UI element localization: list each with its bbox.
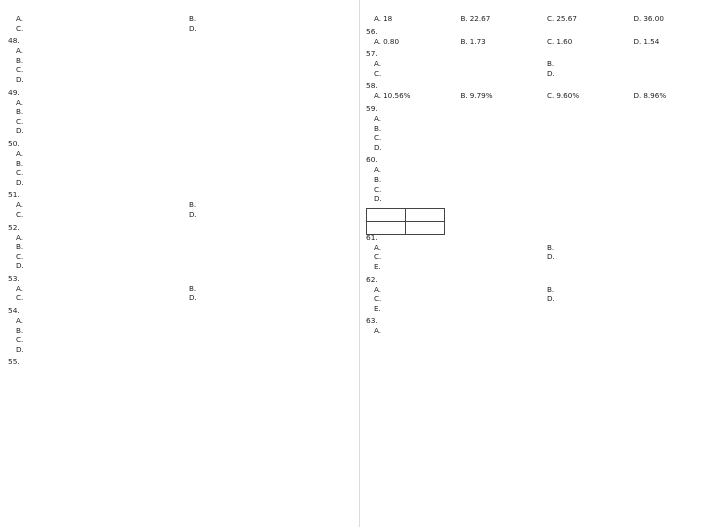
answer-option xyxy=(8,335,354,345)
option-letter: B. xyxy=(547,242,555,252)
section-header xyxy=(445,208,712,230)
option-letter: C. xyxy=(16,168,24,178)
option-list xyxy=(8,233,354,271)
question-stem xyxy=(8,274,354,284)
answer-option xyxy=(366,59,539,69)
option-letter: C. xyxy=(374,133,382,143)
option-list xyxy=(366,59,712,78)
option-letter: D. xyxy=(16,74,24,84)
option-letter: B. xyxy=(16,55,24,65)
answer-option xyxy=(626,37,713,47)
question xyxy=(8,36,354,84)
option-list xyxy=(8,46,354,84)
option-text xyxy=(556,59,712,69)
question xyxy=(8,4,354,33)
score-head-left xyxy=(367,208,406,221)
option-text xyxy=(556,243,712,253)
answer-option xyxy=(366,69,539,79)
question-number: 53. xyxy=(8,273,20,283)
option-text: 9.79% xyxy=(469,91,493,101)
question xyxy=(366,233,712,272)
question-text xyxy=(23,190,354,200)
option-text: 22.67 xyxy=(469,14,491,23)
option-text: 1.73 xyxy=(469,36,486,46)
option-letter: D. xyxy=(374,142,382,152)
answer-option xyxy=(539,69,712,79)
answer-option xyxy=(8,261,354,271)
question-stem xyxy=(8,190,354,200)
option-text: 0.80 xyxy=(383,36,400,46)
option-text xyxy=(199,293,354,303)
answer-option xyxy=(8,98,354,108)
option-list xyxy=(366,243,712,272)
right-questions-bottom xyxy=(366,233,712,336)
question-number: 52. xyxy=(8,222,20,232)
answer-option xyxy=(8,345,354,355)
question-stem xyxy=(366,49,712,59)
answer-option xyxy=(626,14,713,24)
question xyxy=(8,190,354,219)
option-text xyxy=(199,210,354,220)
option-text xyxy=(383,262,539,272)
option-letter: D. xyxy=(633,91,642,101)
option-text: 1.54 xyxy=(643,36,660,46)
question-number: 60. xyxy=(366,155,378,165)
right-questions-top xyxy=(366,4,712,204)
option-text xyxy=(199,24,354,34)
option-letter: C. xyxy=(16,209,24,219)
option-text xyxy=(26,178,354,188)
option-list xyxy=(366,165,712,203)
question-text xyxy=(381,155,712,165)
option-letter: D. xyxy=(16,261,24,271)
answer-option xyxy=(453,37,540,47)
question-number: 58. xyxy=(366,81,378,91)
option-text xyxy=(383,185,712,195)
question-number: 51. xyxy=(8,190,20,200)
option-text xyxy=(384,194,712,204)
option-text xyxy=(383,165,712,175)
option-text: 36.00 xyxy=(643,14,664,23)
question-number: 56. xyxy=(366,26,378,36)
option-letter: D. xyxy=(547,68,555,78)
option-text xyxy=(198,14,354,24)
answer-option xyxy=(8,284,181,294)
option-letter: D. xyxy=(189,23,197,33)
answer-option xyxy=(181,24,354,34)
question xyxy=(366,104,712,152)
answer-option xyxy=(8,46,354,56)
answer-option xyxy=(366,37,453,47)
option-letter: B. xyxy=(189,283,197,293)
question-text xyxy=(23,223,354,233)
answer-option xyxy=(453,14,540,24)
answer-option xyxy=(539,294,712,304)
answer-option xyxy=(8,107,354,117)
question-stem xyxy=(8,223,354,233)
answer-option xyxy=(366,133,712,143)
question-stem xyxy=(8,4,354,14)
question-text xyxy=(23,88,354,98)
option-letter: B. xyxy=(189,14,197,23)
question-text xyxy=(381,233,712,243)
option-letter: A. xyxy=(16,200,24,210)
option-list xyxy=(366,326,712,336)
option-letter: C. xyxy=(547,36,555,46)
question-stem xyxy=(366,27,712,37)
option-letter: A. xyxy=(16,283,24,293)
answer-option xyxy=(8,65,354,75)
option-letter: A. xyxy=(16,97,24,107)
option-letter: D. xyxy=(189,209,197,219)
question-stem xyxy=(8,306,354,316)
question-number: 55. xyxy=(8,357,20,367)
option-letter: D. xyxy=(547,294,555,304)
option-text xyxy=(557,69,712,79)
score-head-right xyxy=(406,208,445,221)
right-column xyxy=(366,4,712,523)
option-letter: A. xyxy=(374,113,382,123)
option-text: 8.96% xyxy=(643,91,667,101)
option-letter: C. xyxy=(547,91,555,101)
option-letter: D. xyxy=(374,194,382,204)
option-letter: C. xyxy=(16,335,24,345)
answer-option xyxy=(366,165,712,175)
answer-option xyxy=(8,75,354,85)
option-text xyxy=(25,168,354,178)
question-stem xyxy=(366,316,712,326)
option-letter: B. xyxy=(547,284,555,294)
question-text xyxy=(369,4,712,14)
option-list xyxy=(8,149,354,187)
option-text xyxy=(25,107,354,117)
option-text xyxy=(198,284,354,294)
answer-option xyxy=(539,37,626,47)
question-text xyxy=(381,49,712,59)
option-text xyxy=(25,284,181,294)
option-text xyxy=(25,46,354,56)
option-text xyxy=(25,293,181,303)
option-text: 18 xyxy=(383,14,393,23)
option-letter: C. xyxy=(374,294,382,304)
question xyxy=(8,88,354,136)
option-text xyxy=(25,233,354,243)
option-text xyxy=(383,124,712,134)
option-text xyxy=(25,56,354,66)
answer-option xyxy=(8,117,354,127)
option-letter: B. xyxy=(16,158,24,168)
question-stem xyxy=(366,155,712,165)
option-letter: C. xyxy=(547,14,555,23)
option-letter: D. xyxy=(547,252,555,262)
option-text xyxy=(25,14,181,24)
question-text xyxy=(23,357,354,367)
answer-option xyxy=(366,114,712,124)
question-stem xyxy=(8,36,354,46)
option-letter: B. xyxy=(374,123,382,133)
option-letter: C. xyxy=(374,68,382,78)
option-letter: B. xyxy=(16,242,24,252)
answer-option xyxy=(8,316,354,326)
answer-option xyxy=(8,178,354,188)
option-letter: A. xyxy=(374,59,382,69)
option-text xyxy=(26,261,354,271)
option-text xyxy=(557,252,712,262)
question-stem xyxy=(366,104,712,114)
option-letter: B. xyxy=(189,200,197,210)
question xyxy=(366,81,712,101)
answer-option xyxy=(8,168,354,178)
answer-option xyxy=(181,200,354,210)
answer-option xyxy=(8,24,181,34)
question-number: 61. xyxy=(366,232,378,242)
question xyxy=(366,155,712,203)
question-number: 50. xyxy=(8,138,20,148)
option-letter: C. xyxy=(16,65,24,75)
question xyxy=(366,27,712,47)
question-number: 59. xyxy=(366,103,378,113)
question-number: 48. xyxy=(8,36,20,46)
score-box xyxy=(366,208,445,235)
answer-option xyxy=(8,126,354,136)
answer-option xyxy=(539,59,712,69)
option-letter: C. xyxy=(16,293,24,303)
answer-option xyxy=(366,262,539,272)
option-letter: A. xyxy=(374,14,382,23)
option-letter: A. xyxy=(374,165,382,175)
question-text xyxy=(381,316,712,326)
option-text xyxy=(383,133,712,143)
answer-option xyxy=(366,294,539,304)
option-text xyxy=(383,59,539,69)
option-text xyxy=(25,98,354,108)
answer-option xyxy=(366,185,712,195)
question-stem xyxy=(8,88,354,98)
question-text xyxy=(23,139,354,149)
option-list xyxy=(8,284,354,303)
question xyxy=(366,275,712,314)
option-text xyxy=(25,252,354,262)
option-text xyxy=(557,294,712,304)
option-text xyxy=(25,326,354,336)
option-letter: C. xyxy=(374,252,382,262)
option-letter: C. xyxy=(374,184,382,194)
question xyxy=(366,49,712,78)
answer-option xyxy=(181,14,354,24)
answer-option xyxy=(8,159,354,169)
option-text: 9.60% xyxy=(556,91,580,101)
question-text xyxy=(381,104,712,114)
answer-option xyxy=(626,91,713,101)
option-text xyxy=(384,143,712,153)
answer-option xyxy=(8,210,181,220)
option-text xyxy=(25,200,181,210)
answer-option xyxy=(8,252,354,262)
option-text xyxy=(383,175,712,185)
option-text xyxy=(25,316,354,326)
question xyxy=(8,357,354,367)
option-text xyxy=(383,304,539,314)
option-letter: A. xyxy=(374,326,382,336)
option-letter: C. xyxy=(16,23,24,33)
option-text: 1.60 xyxy=(556,36,573,46)
option-text xyxy=(26,345,354,355)
answer-option xyxy=(8,149,354,159)
option-list xyxy=(8,316,354,354)
option-letter: D. xyxy=(16,126,24,136)
option-list xyxy=(8,14,354,33)
option-text xyxy=(26,75,354,85)
answer-option xyxy=(453,91,540,101)
answer-option xyxy=(181,293,354,303)
option-letter: A. xyxy=(374,242,382,252)
question xyxy=(8,139,354,187)
answer-option xyxy=(181,284,354,294)
question-text xyxy=(381,81,712,91)
question xyxy=(8,306,354,354)
answer-option xyxy=(366,143,712,153)
option-text xyxy=(383,243,539,253)
option-text: 10.56% xyxy=(383,91,411,101)
question-text xyxy=(381,27,712,37)
option-list xyxy=(366,37,712,47)
answer-option xyxy=(366,326,712,336)
option-letter: A. xyxy=(16,14,24,23)
answer-option xyxy=(181,210,354,220)
answer-option xyxy=(8,293,181,303)
answer-option xyxy=(539,14,626,24)
option-letter: A. xyxy=(16,148,24,158)
option-text xyxy=(556,285,712,295)
question-number: 57. xyxy=(366,49,378,59)
answer-option xyxy=(539,285,712,295)
answer-option xyxy=(366,14,453,24)
question-stem xyxy=(366,4,712,14)
answer-option xyxy=(366,304,539,314)
question-text xyxy=(23,274,354,284)
scoring-row xyxy=(366,208,712,230)
option-letter: A. xyxy=(374,91,382,101)
answer-option xyxy=(366,285,539,295)
option-letter: A. xyxy=(16,316,24,326)
option-text xyxy=(25,159,354,169)
answer-option xyxy=(8,14,181,24)
option-text xyxy=(383,326,712,336)
option-text: 25.67 xyxy=(556,14,577,23)
option-text xyxy=(25,24,181,34)
answer-option xyxy=(366,124,712,134)
option-letter: B. xyxy=(460,91,468,101)
option-list xyxy=(366,14,712,24)
question-text xyxy=(23,306,354,316)
column-divider xyxy=(359,0,360,527)
question-number: 54. xyxy=(8,306,20,316)
option-list xyxy=(366,285,712,314)
option-letter: B. xyxy=(16,325,24,335)
option-letter: E. xyxy=(374,303,381,313)
question-stem xyxy=(366,81,712,91)
option-text xyxy=(383,252,539,262)
option-letter: D. xyxy=(633,36,642,46)
option-letter: B. xyxy=(374,174,382,184)
answer-option xyxy=(8,56,354,66)
option-letter: C. xyxy=(16,251,24,261)
answer-option xyxy=(8,242,354,252)
answer-option xyxy=(539,91,626,101)
answer-option xyxy=(539,243,712,253)
option-letter: A. xyxy=(374,284,382,294)
option-text xyxy=(198,200,354,210)
option-letter: B. xyxy=(460,14,468,23)
answer-option xyxy=(366,252,539,262)
question-number: 63. xyxy=(366,316,378,326)
question xyxy=(366,316,712,336)
option-text xyxy=(25,242,354,252)
option-text xyxy=(25,65,354,75)
option-text xyxy=(26,126,354,136)
option-list xyxy=(8,98,354,136)
answer-option xyxy=(366,175,712,185)
option-text xyxy=(383,285,539,295)
option-text xyxy=(25,335,354,345)
option-list xyxy=(8,200,354,219)
option-text xyxy=(383,114,712,124)
question-text xyxy=(23,36,354,46)
answer-option xyxy=(8,233,354,243)
question-text xyxy=(381,275,712,285)
option-list xyxy=(366,91,712,101)
option-letter: A. xyxy=(374,36,382,46)
question-stem xyxy=(8,357,354,367)
question-stem xyxy=(366,275,712,285)
option-text xyxy=(25,149,354,159)
option-list xyxy=(366,114,712,152)
option-letter: A. xyxy=(16,232,24,242)
option-letter: C. xyxy=(16,116,24,126)
option-letter: A. xyxy=(16,46,24,56)
question xyxy=(366,4,712,24)
option-letter: D. xyxy=(189,293,197,303)
option-letter: E. xyxy=(374,261,381,271)
left-column xyxy=(8,4,354,523)
option-letter: B. xyxy=(460,36,468,46)
answer-option xyxy=(366,194,712,204)
answer-option xyxy=(366,243,539,253)
option-text xyxy=(383,294,539,304)
option-letter: D. xyxy=(16,177,24,187)
answer-option xyxy=(539,252,712,262)
option-letter: B. xyxy=(16,107,24,117)
option-letter: B. xyxy=(547,59,555,69)
answer-option xyxy=(8,326,354,336)
answer-option xyxy=(366,91,453,101)
option-text xyxy=(383,69,539,79)
question-text xyxy=(11,4,354,14)
question-number: 62. xyxy=(366,274,378,284)
question xyxy=(8,223,354,271)
option-text xyxy=(25,117,354,127)
option-letter: D. xyxy=(16,344,24,354)
question-stem xyxy=(366,233,712,243)
answer-option xyxy=(8,200,181,210)
question-number: 49. xyxy=(8,87,20,97)
question xyxy=(8,274,354,303)
option-letter: D. xyxy=(633,14,642,23)
option-text xyxy=(25,210,181,220)
question-stem xyxy=(8,139,354,149)
